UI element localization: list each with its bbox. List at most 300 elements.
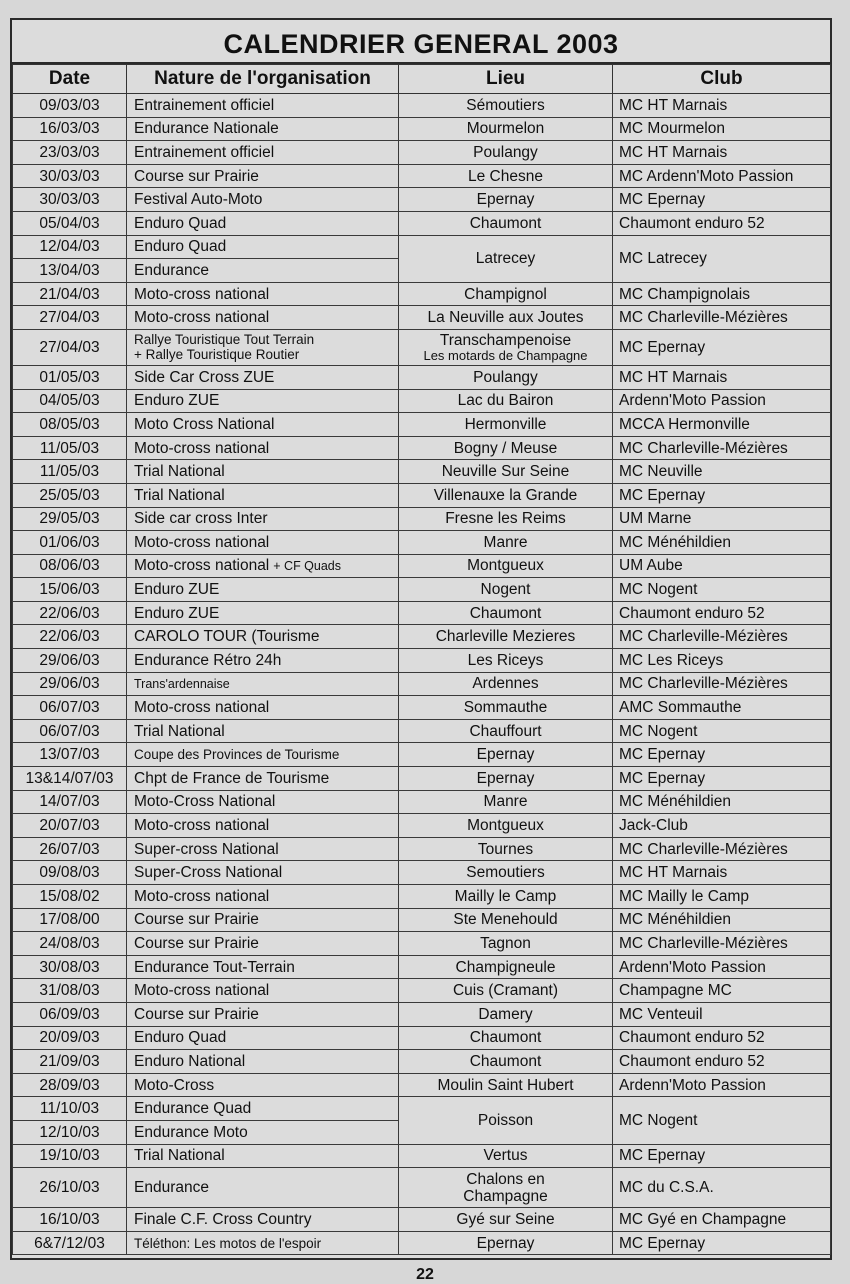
- nature-cell: [127, 235, 399, 259]
- club-text: MC Charleville-Mézières: [619, 675, 788, 693]
- date-text: 20/07/03: [39, 817, 100, 835]
- lieu-cell: [399, 1002, 613, 1026]
- club-cell: [613, 885, 831, 909]
- date-cell: [13, 188, 127, 212]
- nature-text: Festival Auto-Moto: [134, 191, 263, 209]
- date-text: 12/10/03: [39, 1123, 100, 1141]
- club-text: MC Latrecey: [619, 250, 707, 268]
- nature-cell: [127, 507, 399, 531]
- nature-text-2: + Rallye Touristique Routier: [134, 347, 300, 363]
- nature-cell: [127, 188, 399, 212]
- lieu-text: Tournes: [477, 840, 534, 858]
- date-text: 17/08/00: [39, 911, 100, 929]
- nature-text: Super-cross National: [134, 840, 279, 858]
- date-cell: [13, 329, 127, 365]
- date-text: 11/05/03: [39, 439, 100, 457]
- lieu-cell: [399, 743, 613, 767]
- lieu-text: Poulangy: [473, 368, 538, 386]
- nature-text: Téléthon: Les motos de l'espoir: [134, 1235, 322, 1251]
- club-cell: [613, 649, 831, 673]
- date-cell: [13, 1050, 127, 1074]
- table-row: [13, 141, 831, 165]
- lieu-cell: [399, 1231, 613, 1255]
- nature-text: Enduro Quad: [134, 238, 227, 256]
- nature-text: Endurance Tout-Terrain: [134, 958, 295, 976]
- nature-text: Endurance Moto: [134, 1123, 248, 1141]
- date-cell: [13, 578, 127, 602]
- nature-cell: [127, 837, 399, 861]
- date-cell: [13, 601, 127, 625]
- nature-cell: [127, 578, 399, 602]
- date-cell: [13, 141, 127, 165]
- header-club: Club: [613, 65, 831, 94]
- table-row: [13, 164, 831, 188]
- date-text: 11/05/03: [39, 463, 100, 481]
- table-row: [13, 1002, 831, 1026]
- nature-cell: [127, 1097, 399, 1121]
- table-row: [13, 211, 831, 235]
- club-cell: [613, 1026, 831, 1050]
- lieu-cell: [399, 1050, 613, 1074]
- date-cell: [13, 1097, 127, 1121]
- nature-cell: [127, 743, 399, 767]
- table-row: [13, 483, 831, 507]
- nature-cell: [127, 365, 399, 389]
- table-row: [13, 885, 831, 909]
- nature-text: Endurance: [134, 1179, 209, 1197]
- date-cell: [13, 554, 127, 578]
- club-text: MC Epernay: [619, 338, 706, 356]
- lieu-cell: [399, 282, 613, 306]
- nature-cell: [127, 696, 399, 720]
- table-row: [13, 814, 831, 838]
- club-text: MC Epernay: [619, 1234, 706, 1252]
- nature-cell: [127, 259, 399, 283]
- lieu-cell: [399, 1097, 613, 1144]
- nature-text: Enduro National: [134, 1052, 246, 1070]
- nature-cell: [127, 483, 399, 507]
- header-nature: Nature de l'organisation: [127, 65, 399, 94]
- club-cell: [613, 188, 831, 212]
- date-cell: [13, 1002, 127, 1026]
- lieu-cell: [399, 578, 613, 602]
- date-cell: [13, 507, 127, 531]
- date-cell: [13, 979, 127, 1003]
- club-cell: [613, 531, 831, 555]
- club-cell: [613, 625, 831, 649]
- lieu-cell: [399, 235, 613, 282]
- club-text: MC Mailly le Camp: [619, 887, 750, 905]
- lieu-text-2: Champagne: [463, 1187, 548, 1205]
- club-cell: [613, 164, 831, 188]
- nature-text: Moto-cross national: [134, 556, 270, 574]
- lieu-cell: [399, 979, 613, 1003]
- club-cell: [613, 507, 831, 531]
- date-text: 21/09/03: [39, 1052, 100, 1070]
- date-text: 15/08/02: [39, 887, 100, 905]
- date-text: 13/04/03: [39, 261, 100, 279]
- date-cell: [13, 885, 127, 909]
- nature-text: Moto-cross national: [134, 309, 270, 327]
- date-cell: [13, 259, 127, 283]
- date-cell: [13, 1120, 127, 1144]
- table-row: [13, 1050, 831, 1074]
- date-text: 14/07/03: [39, 793, 100, 811]
- nature-text: Moto-cross national: [134, 439, 270, 457]
- date-cell: [13, 625, 127, 649]
- date-cell: [13, 672, 127, 696]
- club-cell: [613, 460, 831, 484]
- table-row: [13, 1208, 831, 1232]
- table-row: [13, 767, 831, 791]
- club-cell: [613, 1050, 831, 1074]
- club-text: MC Mourmelon: [619, 120, 725, 138]
- lieu-text: Moulin Saint Hubert: [437, 1076, 574, 1094]
- lieu-cell: [399, 767, 613, 791]
- date-text: 30/08/03: [39, 958, 100, 976]
- table-row: [13, 743, 831, 767]
- lieu-text: Latrecey: [475, 250, 536, 268]
- lieu-cell: [399, 329, 613, 365]
- lieu-text: La Neuville aux Joutes: [427, 309, 584, 327]
- lieu-text: Sémoutiers: [466, 96, 545, 114]
- calendar-body: [13, 94, 831, 1255]
- date-text: 09/08/03: [39, 864, 100, 882]
- nature-text: Endurance: [134, 261, 209, 279]
- lieu-text: Epernay: [476, 746, 535, 764]
- date-cell: [13, 436, 127, 460]
- lieu-cell: [399, 1073, 613, 1097]
- lieu-text: Mailly le Camp: [454, 887, 557, 905]
- club-cell: [613, 814, 831, 838]
- nature-cell: [127, 908, 399, 932]
- date-text: 26/07/03: [39, 840, 100, 858]
- lieu-cell: [399, 117, 613, 141]
- club-text: MC Ardenn'Moto Passion: [619, 167, 794, 185]
- nature-cell: [127, 672, 399, 696]
- table-row: [13, 436, 831, 460]
- table-row: [13, 1144, 831, 1168]
- table-row: [13, 672, 831, 696]
- lieu-cell: [399, 1144, 613, 1168]
- lieu-text: Epernay: [476, 1234, 535, 1252]
- nature-text: Entrainement officiel: [134, 143, 275, 161]
- club-text: MCCA Hermonville: [619, 415, 750, 433]
- club-text: Chaumont enduro 52: [619, 1052, 765, 1070]
- nature-text: Enduro ZUE: [134, 392, 220, 410]
- nature-cell: [127, 1050, 399, 1074]
- club-text: MC Gyé en Champagne: [619, 1210, 787, 1228]
- nature-cell: [127, 1208, 399, 1232]
- date-cell: [13, 696, 127, 720]
- table-row: [13, 389, 831, 413]
- table-row: [13, 955, 831, 979]
- lieu-cell: [399, 164, 613, 188]
- club-text: MC Charleville-Mézières: [619, 840, 788, 858]
- date-text: 22/06/03: [39, 628, 100, 646]
- club-text: MC Nogent: [619, 722, 698, 740]
- club-text: MC HT Marnais: [619, 368, 728, 386]
- nature-extra: + CF Quads: [273, 558, 342, 573]
- lieu-text: Neuville Sur Seine: [441, 463, 570, 481]
- date-text: 27/04/03: [39, 309, 100, 327]
- lieu-cell: [399, 460, 613, 484]
- table-row: [13, 235, 831, 259]
- table-row: [13, 329, 831, 365]
- lieu-text: Gyé sur Seine: [456, 1210, 555, 1228]
- nature-cell: [127, 885, 399, 909]
- table-row: [13, 1026, 831, 1050]
- club-cell: [613, 554, 831, 578]
- lieu-cell: [399, 436, 613, 460]
- table-row: [13, 531, 831, 555]
- club-text: UM Marne: [619, 510, 692, 528]
- nature-text: Enduro Quad: [134, 1029, 227, 1047]
- lieu-text: Semoutiers: [466, 864, 545, 882]
- date-cell: [13, 649, 127, 673]
- lieu-text: Mourmelon: [466, 120, 545, 138]
- nature-text: Moto-Cross National: [134, 793, 276, 811]
- lieu-cell: [399, 861, 613, 885]
- nature-text: Trial National: [134, 1147, 225, 1165]
- lieu-cell: [399, 1208, 613, 1232]
- nature-cell: [127, 861, 399, 885]
- lieu-cell: [399, 188, 613, 212]
- lieu-cell: [399, 1026, 613, 1050]
- date-text: 6&7/12/03: [34, 1234, 105, 1252]
- lieu-text: Montgueux: [467, 557, 544, 575]
- lieu-cell: [399, 790, 613, 814]
- nature-text: Rallye Touristique Tout Terrain: [134, 332, 315, 348]
- nature-text: Moto-Cross: [134, 1076, 215, 1094]
- club-text: MC Nogent: [619, 1111, 698, 1129]
- date-cell: [13, 1073, 127, 1097]
- nature-cell: [127, 625, 399, 649]
- date-cell: [13, 164, 127, 188]
- club-text: MC Epernay: [619, 746, 706, 764]
- date-cell: [13, 306, 127, 330]
- date-text: 16/03/03: [39, 120, 100, 138]
- club-cell: [613, 1168, 831, 1208]
- lieu-text: Chauffourt: [469, 722, 542, 740]
- table-row: [13, 117, 831, 141]
- lieu-text: Chaumont: [469, 1052, 542, 1070]
- lieu-text: Chaumont: [469, 1029, 542, 1047]
- club-text: MC Ménéhildien: [619, 533, 731, 551]
- date-text: 24/08/03: [39, 934, 100, 952]
- lieu-cell: [399, 814, 613, 838]
- nature-text: Enduro ZUE: [134, 581, 220, 599]
- nature-cell: [127, 282, 399, 306]
- table-row: [13, 601, 831, 625]
- date-text: 12/04/03: [39, 238, 100, 256]
- lieu-text: Le Chesne: [468, 167, 543, 185]
- club-cell: [613, 365, 831, 389]
- nature-cell: [127, 1144, 399, 1168]
- lieu-text: Vertus: [483, 1147, 528, 1165]
- lieu-cell: [399, 413, 613, 437]
- date-cell: [13, 235, 127, 259]
- club-cell: [613, 483, 831, 507]
- nature-text: Moto-cross national: [134, 699, 270, 717]
- nature-text: Moto Cross National: [134, 415, 275, 433]
- club-cell: [613, 767, 831, 791]
- nature-cell: [127, 164, 399, 188]
- club-cell: [613, 235, 831, 282]
- table-row: [13, 282, 831, 306]
- date-text: 22/06/03: [39, 604, 100, 622]
- nature-cell: [127, 767, 399, 791]
- table-row: [13, 861, 831, 885]
- date-cell: [13, 814, 127, 838]
- nature-cell: [127, 955, 399, 979]
- club-cell: [613, 601, 831, 625]
- date-cell: [13, 837, 127, 861]
- nature-text: Super-Cross National: [134, 864, 283, 882]
- club-cell: [613, 1097, 831, 1144]
- nature-cell: [127, 436, 399, 460]
- nature-cell: [127, 211, 399, 235]
- table-row: [13, 578, 831, 602]
- club-text: Ardenn'Moto Passion: [619, 1076, 766, 1094]
- club-text: Jack-Club: [619, 817, 688, 835]
- table-row: [13, 365, 831, 389]
- nature-cell: [127, 413, 399, 437]
- nature-text: Endurance Rétro 24h: [134, 651, 282, 669]
- page-title: CALENDRIER GENERAL 2003: [12, 20, 830, 64]
- date-text: 20/09/03: [39, 1029, 100, 1047]
- lieu-cell: [399, 672, 613, 696]
- nature-text: Moto-cross national: [134, 533, 270, 551]
- lieu-text: Manre: [483, 793, 528, 811]
- lieu-cell: [399, 531, 613, 555]
- club-text: Chaumont enduro 52: [619, 1029, 765, 1047]
- date-text: 31/08/03: [39, 982, 100, 1000]
- lieu-text: Chaumont: [469, 214, 542, 232]
- nature-cell: [127, 814, 399, 838]
- club-text: MC Nogent: [619, 581, 698, 599]
- lieu-cell: [399, 94, 613, 118]
- nature-text: Moto-cross national: [134, 285, 270, 303]
- nature-cell: [127, 460, 399, 484]
- nature-text: Enduro ZUE: [134, 604, 220, 622]
- club-cell: [613, 329, 831, 365]
- table-row: [13, 979, 831, 1003]
- date-text: 08/05/03: [39, 415, 100, 433]
- club-cell: [613, 790, 831, 814]
- lieu-text: Transchampenoise: [439, 331, 572, 349]
- club-text: MC Epernay: [619, 486, 706, 504]
- club-text: MC Charleville-Mézières: [619, 439, 788, 457]
- date-text: 27/04/03: [39, 338, 100, 356]
- club-cell: [613, 306, 831, 330]
- club-text: MC Champignolais: [619, 285, 750, 303]
- club-text: UM Aube: [619, 557, 683, 575]
- nature-cell: [127, 1120, 399, 1144]
- club-cell: [613, 861, 831, 885]
- nature-cell: [127, 1073, 399, 1097]
- club-cell: [613, 94, 831, 118]
- nature-text: Endurance Quad: [134, 1100, 252, 1118]
- date-cell: [13, 908, 127, 932]
- date-cell: [13, 790, 127, 814]
- date-text: 29/06/03: [39, 675, 100, 693]
- date-text: 06/09/03: [39, 1005, 100, 1023]
- date-cell: [13, 932, 127, 956]
- club-cell: [613, 932, 831, 956]
- lieu-text: Cuis (Cramant): [452, 982, 559, 1000]
- nature-text: Finale C.F. Cross Country: [134, 1210, 312, 1228]
- lieu-text: Poisson: [477, 1111, 534, 1129]
- lieu-cell: [399, 625, 613, 649]
- lieu-cell: [399, 554, 613, 578]
- lieu-cell: [399, 719, 613, 743]
- club-cell: [613, 282, 831, 306]
- date-cell: [13, 413, 127, 437]
- lieu-cell: [399, 306, 613, 330]
- lieu-text: Manre: [483, 533, 528, 551]
- club-cell: [613, 908, 831, 932]
- lieu-text: Tagnon: [480, 934, 531, 952]
- lieu-cell: [399, 837, 613, 861]
- nature-text: Side Car Cross ZUE: [134, 368, 275, 386]
- club-text: Chaumont enduro 52: [619, 604, 765, 622]
- nature-text: Enduro Quad: [134, 214, 227, 232]
- nature-text: Side car cross Inter: [134, 510, 268, 528]
- club-text: MC Neuville: [619, 463, 703, 481]
- lieu-cell: [399, 211, 613, 235]
- date-cell: [13, 861, 127, 885]
- date-text: 15/06/03: [39, 581, 100, 599]
- date-cell: [13, 531, 127, 555]
- lieu-cell: [399, 141, 613, 165]
- club-cell: [613, 1231, 831, 1255]
- nature-text: Course sur Prairie: [134, 167, 259, 185]
- lieu-text: Montgueux: [467, 817, 544, 835]
- lieu-text: Damery: [478, 1005, 533, 1023]
- date-text: 05/04/03: [39, 214, 100, 232]
- nature-cell: [127, 1231, 399, 1255]
- lieu-text: Chalons en: [466, 1170, 545, 1188]
- nature-cell: [127, 1002, 399, 1026]
- club-text: MC Les Riceys: [619, 651, 724, 669]
- date-text: 30/03/03: [39, 167, 100, 185]
- table-row: [13, 1231, 831, 1255]
- club-cell: [613, 1002, 831, 1026]
- lieu-cell: [399, 908, 613, 932]
- calendar-sheet: [10, 18, 832, 1260]
- nature-text: Entrainement officiel: [134, 96, 275, 114]
- nature-cell: [127, 790, 399, 814]
- club-text: MC HT Marnais: [619, 96, 728, 114]
- nature-cell: [127, 979, 399, 1003]
- club-text: MC Charleville-Mézières: [619, 934, 788, 952]
- club-cell: [613, 696, 831, 720]
- date-text: 29/06/03: [39, 651, 100, 669]
- date-cell: [13, 460, 127, 484]
- table-row: [13, 554, 831, 578]
- table-row: [13, 1073, 831, 1097]
- date-text: 08/06/03: [39, 557, 100, 575]
- nature-cell: [127, 649, 399, 673]
- date-text: 19/10/03: [39, 1147, 100, 1165]
- table-row: [13, 507, 831, 531]
- lieu-text: Bogny / Meuse: [453, 439, 558, 457]
- lieu-text: Nogent: [480, 581, 531, 599]
- date-text: 26/10/03: [39, 1179, 100, 1197]
- table-row: [13, 696, 831, 720]
- date-text: 01/06/03: [39, 533, 100, 551]
